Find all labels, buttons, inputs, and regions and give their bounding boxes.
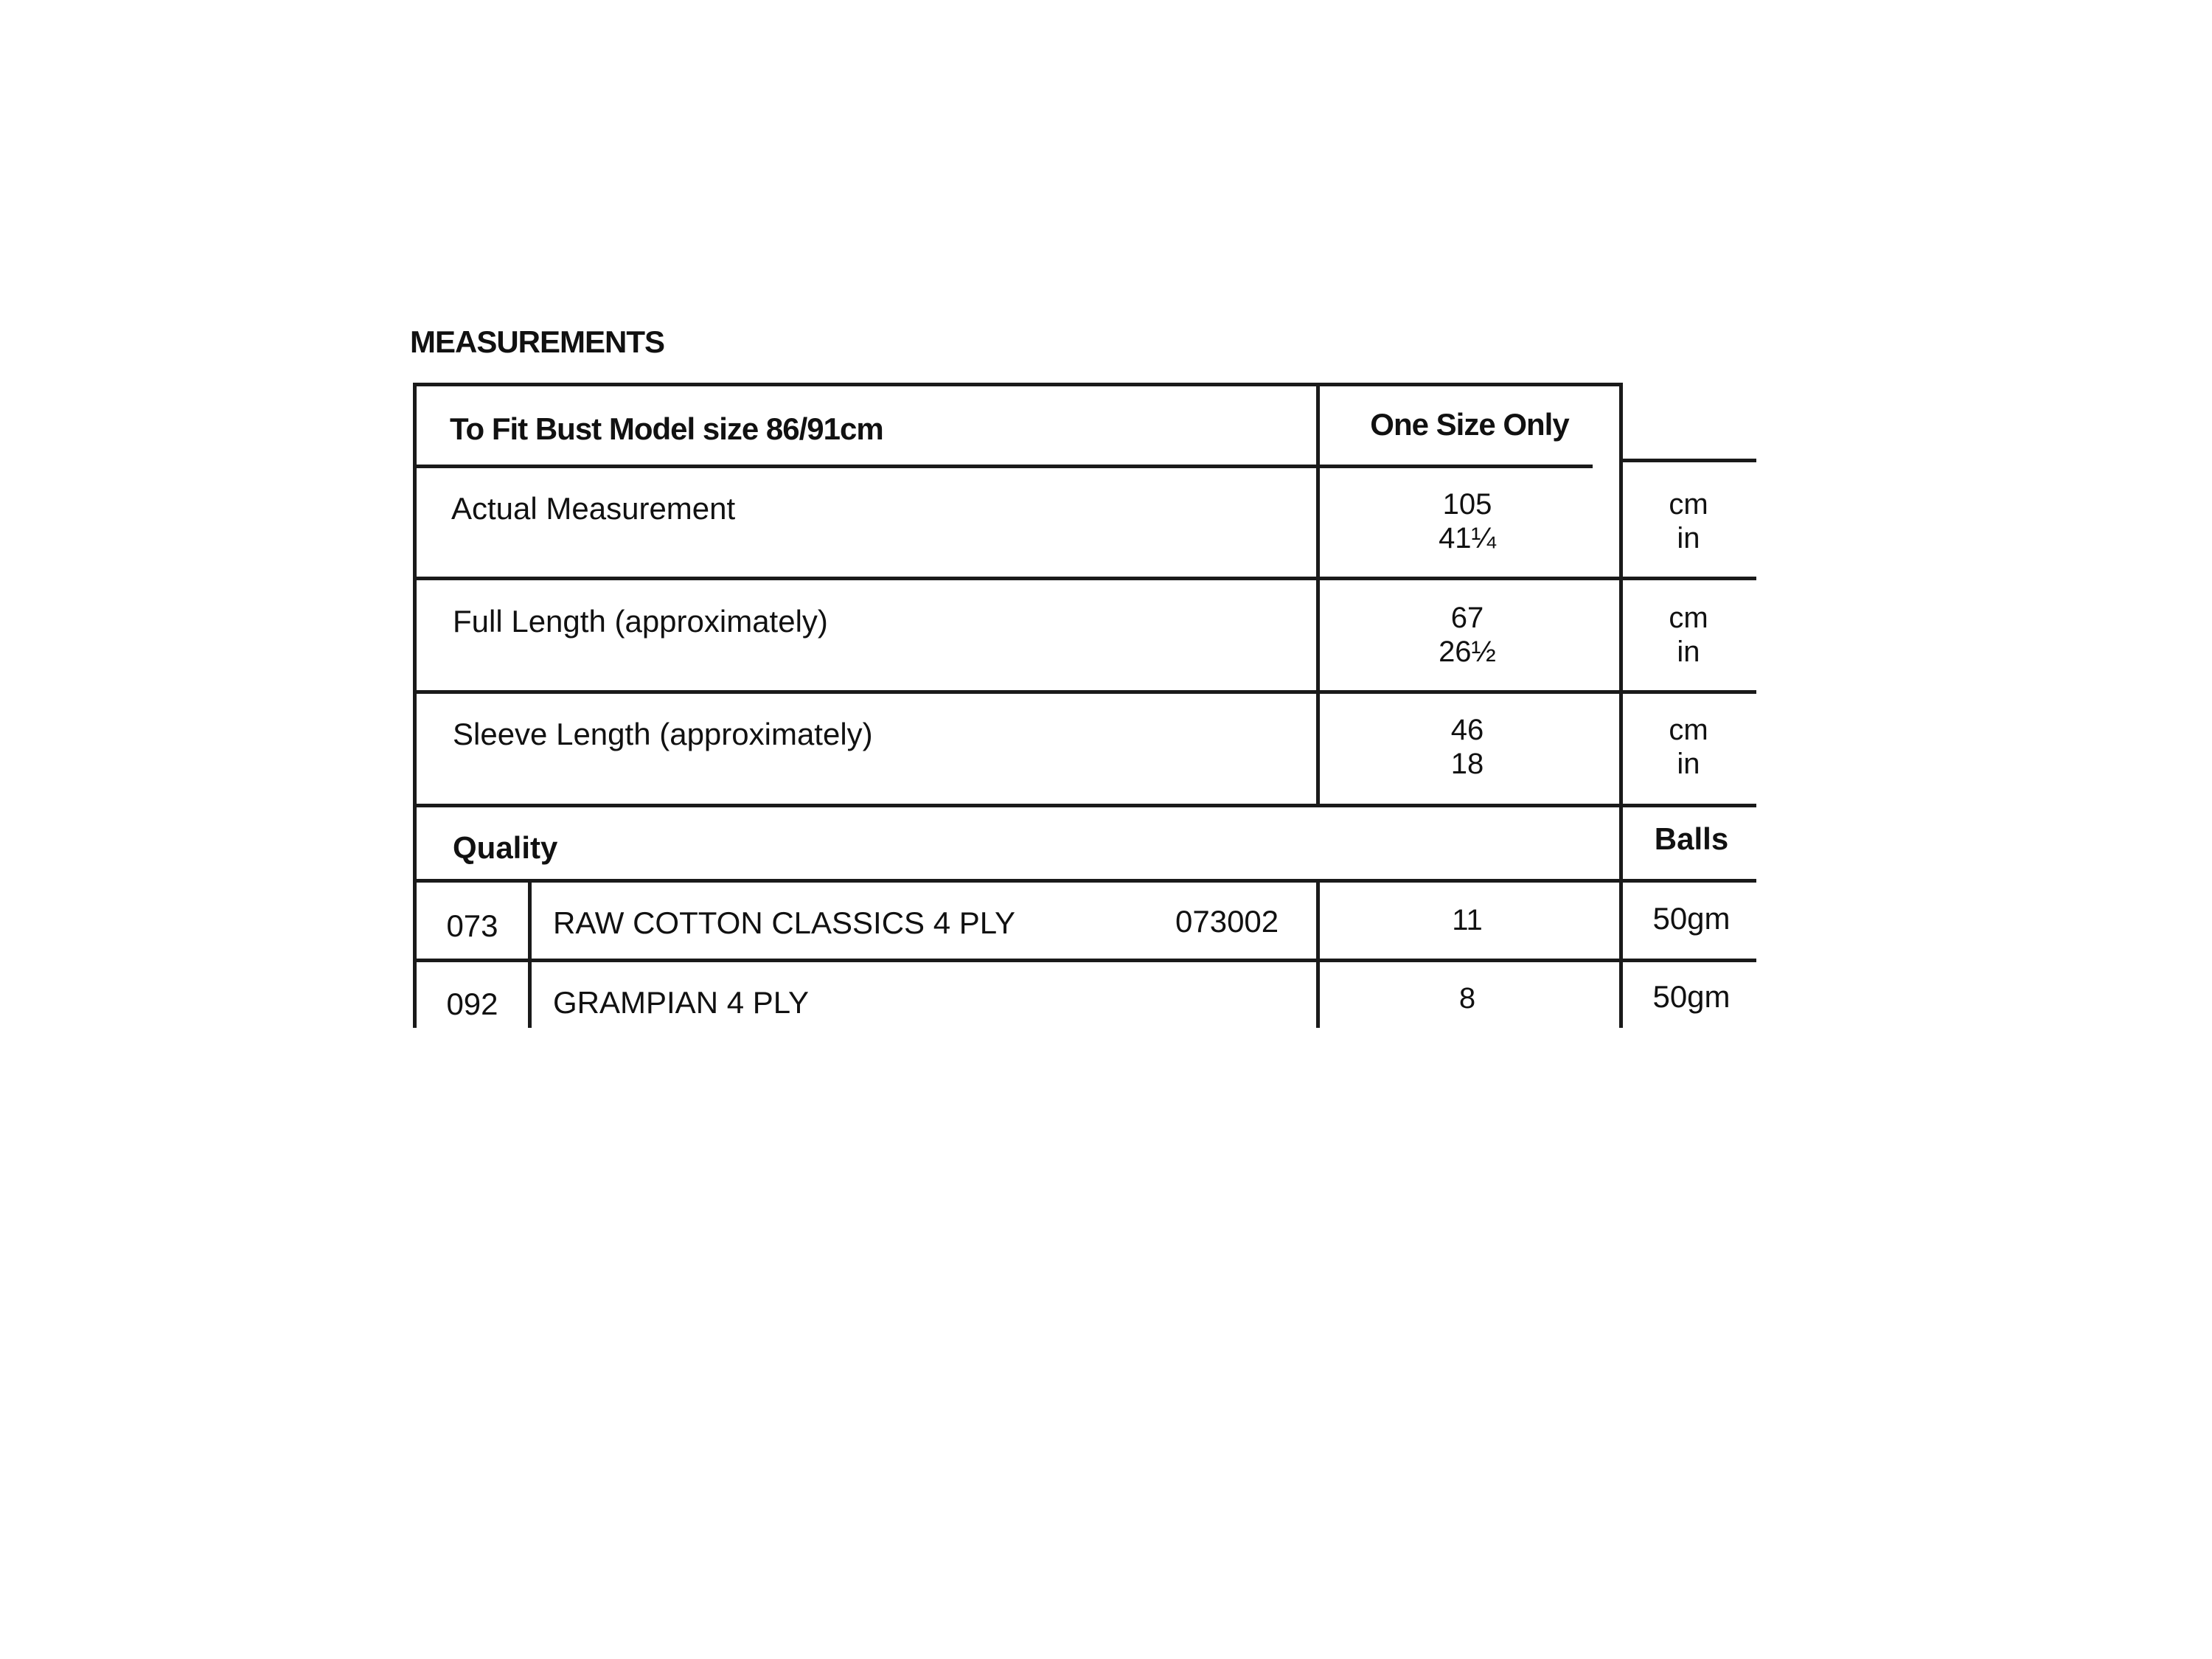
table-rule [1316,383,1320,807]
ball-weight: 50gm [1652,901,1731,936]
fit-bust-label: To Fit Bust Model size 86/91cm [450,411,883,446]
unit-in: in [1677,522,1700,554]
table-rule [413,959,1756,962]
unit-in: in [1677,636,1700,668]
value-in: 41¼ [1439,522,1496,554]
row-label-actual-measurement: Actual Measurement [451,491,736,526]
table-rule [1619,459,1756,462]
table-rule [413,879,1756,883]
table-rule [413,690,1756,694]
ball-count: 8 [1458,982,1476,1015]
yarn-code: 073 [446,908,498,943]
section-heading: MEASUREMENTS [410,324,665,359]
row-label-sleeve-length: Sleeve Length (approximately) [453,717,873,751]
unit-cm: cm [1669,488,1708,521]
value-cm: 46 [1450,714,1484,746]
table-rule [528,879,532,1028]
table-rule [413,577,1756,580]
value-cm: 67 [1450,602,1484,634]
value-in: 18 [1450,748,1484,780]
table-rule [413,465,1593,468]
unit-cm: cm [1669,602,1708,634]
unit-cm: cm [1669,714,1708,746]
size-column-header: One Size Only [1370,407,1569,442]
yarn-shade: 073002 [1175,904,1279,939]
value-in: 26½ [1439,636,1496,668]
quality-header: Quality [453,830,558,865]
table-rule [1316,879,1320,1028]
table-rule [413,804,1756,807]
yarn-code: 092 [446,987,498,1021]
unit-in: in [1677,748,1700,780]
yarn-name: RAW COTTON CLASSICS 4 PLY [553,905,1016,940]
ball-weight: 50gm [1652,979,1731,1014]
balls-header: Balls [1654,821,1729,856]
value-cm: 105 [1442,488,1492,521]
table-rule [413,383,1619,386]
row-label-full-length: Full Length (approximately) [453,604,828,639]
ball-count: 11 [1452,904,1483,936]
yarn-name: GRAMPIAN 4 PLY [553,985,809,1020]
